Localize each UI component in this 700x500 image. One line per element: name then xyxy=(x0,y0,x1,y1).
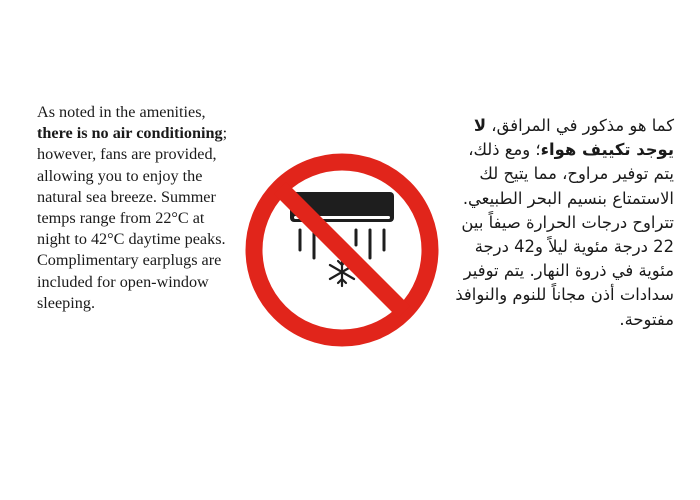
english-notice xyxy=(37,102,237,314)
prohibition-sign-icon xyxy=(254,162,430,338)
no-air-conditioning-icon xyxy=(242,150,442,350)
arabic-notice xyxy=(452,114,674,332)
english-emphasis: there is no air conditioning xyxy=(37,124,223,143)
arabic-body: ؛ ومع ذلك، يتم توفير مراوح، مما يتيح لك الاستمتاع بنسيم البحر الطبيعي. تتراوح درجات الحرارة صيفاً بين 22 درجة مئوية ليلاً و42 درجة مئوية في ذروة النهار. يتم توفير سدادات أذن مجاناً للنوم والنوافذ مفتوحة. xyxy=(455,140,674,329)
english-intro: As noted in the amenities, xyxy=(37,103,206,121)
arabic-intro: كما هو مذكور في المرافق، xyxy=(486,116,674,135)
english-body: ; however, fans are provided, allowing you to enjoy the natural sea breeze. Summer temps range from 22°C at night to 42°C daytime peaks. Complimentary earplugs are included for open-window sleeping. xyxy=(37,124,228,312)
arabic-emphasis: لا يوجد تكييف هواء xyxy=(473,116,674,160)
